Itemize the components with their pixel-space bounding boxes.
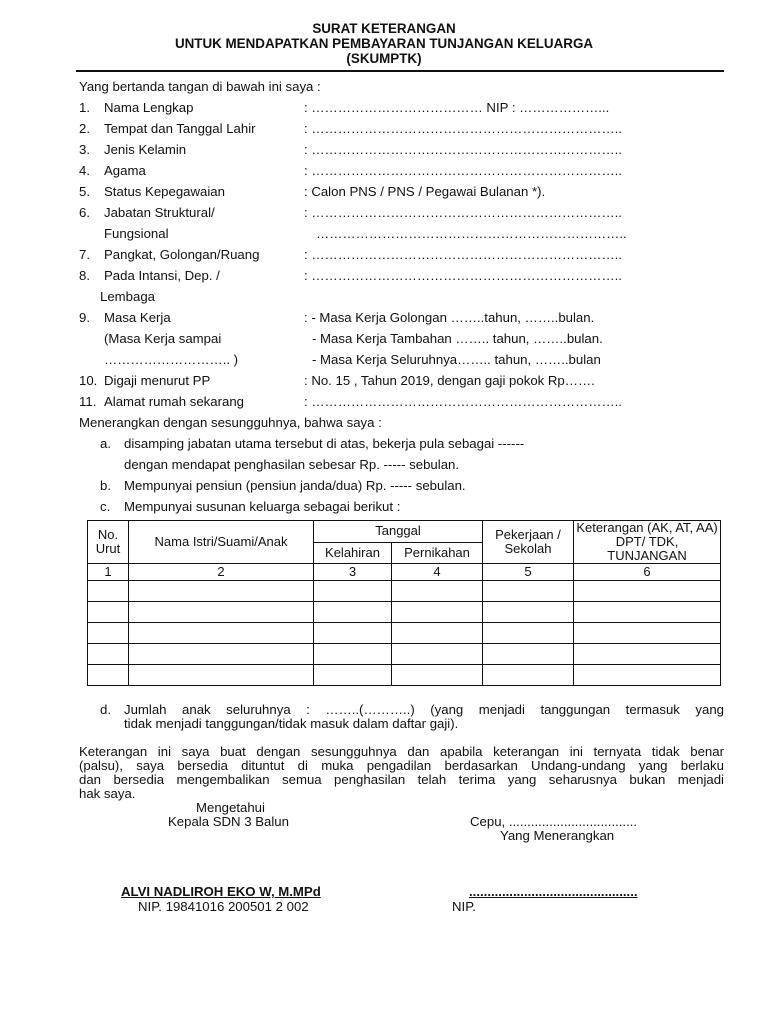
field-number: 11. [79,394,97,409]
field-number: 10. [79,373,98,388]
field-number: 2. [79,121,90,136]
field-value: : No. 15 , Tahun 2019, dengan gaji pokok Rp……. [304,373,595,388]
field-value: : …………………………………………………………….. [304,121,622,136]
item-text-cont: tidak menjadi tanggungan/tidak masuk dalam daftar gaji). [124,716,459,731]
col-number: 4 [392,564,483,581]
declarant-name: .............................................. [469,884,638,899]
field-value: : …………………………………………………………….. [304,394,622,409]
item-letter: b. [100,478,111,493]
table-row [88,623,721,644]
closing-line: dan bersedia mengembalikan semua penghasilan telah terima yang seharusnya bukan menjadi [79,772,724,787]
field-label-cont: ……………………….. ) [104,352,239,367]
field-label: Nama Lengkap [104,100,194,115]
closing-line: (palsu), saya bersedia dituntut di muka pengadilan berdasarkan Undang-undang yang berlaku [79,758,724,773]
field-value: : …………………………………………………………….. [304,142,622,157]
item-letter: d. [100,702,111,717]
field-label-cont: Fungsional [104,226,169,241]
col-number: 1 [88,564,129,581]
col-header-kelahiran: Kelahiran [314,542,392,564]
place-date: Cepu, ................................... [470,814,638,829]
field-value-cont: …………………………………………………………….. [316,226,627,241]
field-number: 8. [79,268,90,283]
field-label: Alamat rumah sekarang [104,394,245,409]
masa-kerja-tambahan: - Masa Kerja Tambahan …….. tahun, ……..bulan. [312,331,603,346]
closing-line: hak saya. [79,786,136,801]
signer-role: Kepala SDN 3 Balun [168,814,289,829]
field-value: : …………………………………………………………….. [304,205,622,220]
doc-title: SURAT KETERANGAN [312,21,456,36]
masa-kerja-golongan: : - Masa Kerja Golongan ……..tahun, ……..bulan. [304,310,595,325]
field-label: Tempat dan Tanggal Lahir [104,121,256,136]
field-number: 7. [79,247,90,262]
family-table [87,520,721,686]
field-label: Pada Intansi, Dep. / [104,268,220,283]
field-value: : …………………………………………………………….. [304,268,622,283]
field-label: Jenis Kelamin [104,142,187,157]
item-letter: a. [100,436,111,451]
col-number: 6 [574,564,721,581]
item-text-cont: dengan mendapat penghasilan sebesar Rp. ----- sebulan. [124,457,460,472]
field-label: Masa Kerja [104,310,171,325]
col-number: 2 [129,564,314,581]
field-number: 5. [79,184,90,199]
doc-abbreviation: (SKUMPTK) [346,51,422,66]
col-header-nama: Nama Istri/Suami/Anak [129,521,314,564]
col-header-pekerjaan: Pekerjaan / Sekolah [483,521,574,564]
col-number: 5 [483,564,574,581]
col-header-tanggal: Tanggal [314,521,483,543]
field-value: : …………………………………………………………….. [304,163,622,178]
table-row [88,665,721,686]
field-number: 1. [79,100,90,115]
closing-line: Keterangan ini saya buat dengan sesungguhnya dan apabila keterangan ini ternyata tidak benar [79,744,724,759]
field-value: : …………………………………………………………….. [304,247,622,262]
field-label: Jabatan Struktural/ [104,205,215,220]
menerangkan-text: Menerangkan dengan sesungguhnya, bahwa saya : [79,415,382,430]
item-text: disamping jabatan utama tersebut di atas, bekerja pula sebagai ------ [124,436,525,451]
doc-subtitle: UNTUK MENDAPATKAN PEMBAYARAN TUNJANGAN KELUARGA [174,36,594,51]
signer-nip: NIP. 19841016 200501 2 002 [138,899,309,914]
item-text: Jumlah anak seluruhnya : ……..(………..) (yang menjadi tanggungan termasuk yang [124,702,724,717]
table-row [88,644,721,665]
table-number-row [88,564,721,581]
col-header-keterangan: Keterangan (AK, AT, AA) DPT/ TDK, TUNJANGAN [574,521,721,564]
field-value: : Calon PNS / PNS / Pegawai Bulanan *). [304,184,546,199]
field-label-cont: (Masa Kerja sampai [104,331,222,346]
masa-kerja-seluruhnya: - Masa Kerja Seluruhnya…….. tahun, ……..bulan [312,352,601,367]
table-row [88,602,721,623]
mengetahui-label: Mengetahui [196,800,265,815]
field-number: 4. [79,163,90,178]
field-label: Status Kepegawaian [104,184,225,199]
col-header-no: No. Urut [88,521,129,564]
item-text: Mempunyai pensiun (pensiun janda/dua) Rp. ----- sebulan. [124,478,466,493]
table-row [88,581,721,602]
item-letter: c. [100,499,111,514]
col-number: 3 [314,564,392,581]
signer-name: ALVI NADLIROH EKO W, M.MPd [121,884,321,899]
header-divider [76,70,724,72]
field-label-cont: Lembaga [100,289,155,304]
field-number: 3. [79,142,90,157]
col-header-pernikahan: Pernikahan [392,542,483,564]
field-number: 6. [79,205,90,220]
field-value: : ………………………………… NIP : ………………... [304,100,610,115]
item-text: Mempunyai susunan keluarga sebagai berikut : [124,499,401,514]
field-label: Pangkat, Golongan/Ruang [104,247,260,262]
menerangkan-role: Yang Menerangkan [500,828,615,843]
declarant-nip: NIP. [452,899,476,914]
field-number: 9. [79,310,90,325]
intro-text: Yang bertanda tangan di bawah ini saya : [79,79,321,94]
field-label: Digaji menurut PP [104,373,211,388]
field-label: Agama [104,163,146,178]
